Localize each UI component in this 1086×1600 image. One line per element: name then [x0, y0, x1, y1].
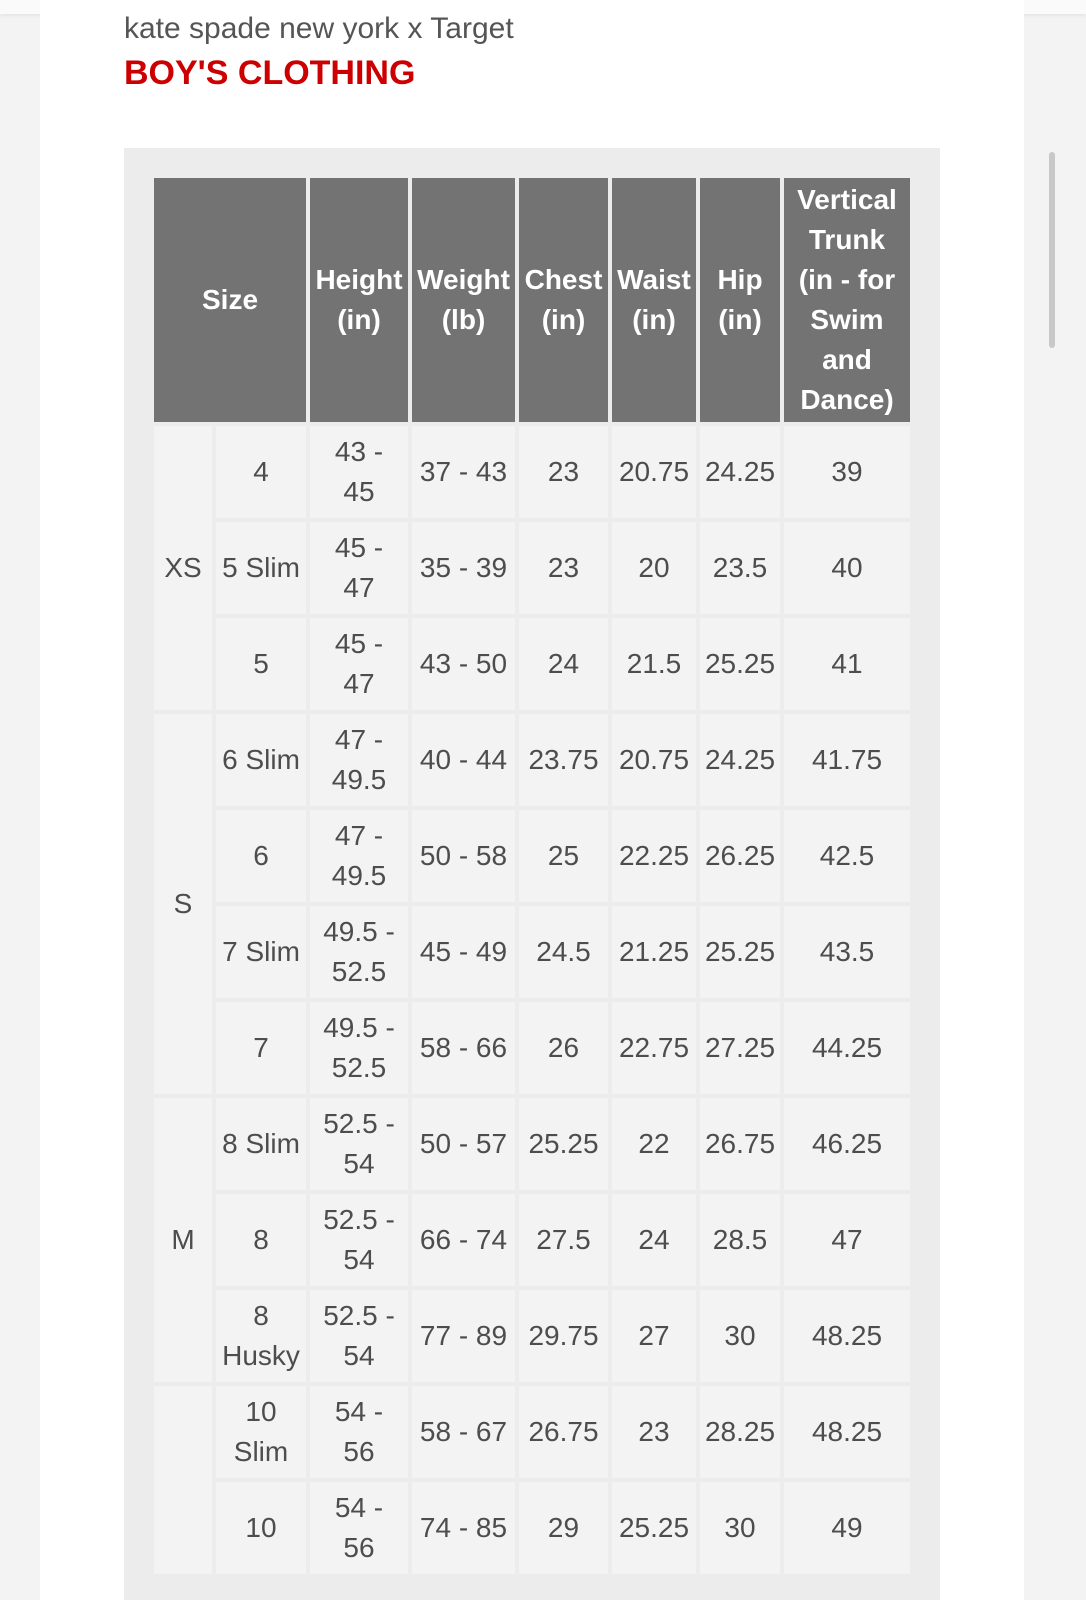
hip-cell: 24.25: [700, 426, 780, 518]
table-row: [154, 1386, 910, 1478]
size-group-m: M: [154, 1098, 212, 1382]
header-weight-line2: (lb): [441, 304, 486, 335]
chest-cell: 27.5: [519, 1194, 608, 1286]
hip-cell: 30: [700, 1290, 780, 1382]
waist-cell: 23: [612, 1386, 696, 1478]
chest-cell: 26.75: [519, 1386, 608, 1478]
trunk-cell: 48.25: [784, 1290, 910, 1382]
waist-cell: 21.5: [612, 618, 696, 710]
hip-cell: 24.25: [700, 714, 780, 806]
header-trunk-line6: Dance): [800, 384, 894, 415]
table-row: [154, 522, 910, 614]
height-cell: [310, 810, 408, 902]
weight-cell: 50 - 58: [412, 810, 515, 902]
size-group-xs: XS: [154, 426, 212, 710]
height-line2: 54: [343, 1340, 375, 1371]
header-hip-line1: Hip: [717, 264, 763, 295]
weight-cell: 43 - 50: [412, 618, 515, 710]
height-cell: [310, 522, 408, 614]
weight-cell: 77 - 89: [412, 1290, 515, 1382]
height-line2: 47: [343, 668, 375, 699]
header-vertical-trunk: [784, 178, 910, 422]
size-cell: 6 Slim: [216, 714, 306, 806]
hip-cell: 28.25: [700, 1386, 780, 1478]
size-cell: 8: [216, 1194, 306, 1286]
table-row: [154, 1098, 910, 1190]
table-row: [154, 1194, 910, 1286]
weight-cell: 74 - 85: [412, 1482, 515, 1574]
waist-cell: 22.75: [612, 1002, 696, 1094]
brand-name: kate spade new york x Target: [124, 12, 514, 45]
size-cell: [216, 1290, 306, 1382]
height-cell: [310, 906, 408, 998]
size-cell: [216, 1386, 306, 1478]
header-trunk-line5: and: [822, 344, 872, 375]
hip-cell: 25.25: [700, 906, 780, 998]
header-trunk-line4: Swim: [810, 304, 884, 335]
header-waist-line1: Waist: [617, 264, 691, 295]
size-cell: 5 Slim: [216, 522, 306, 614]
height-line2: 49.5: [331, 860, 387, 891]
height-cell: [310, 1290, 408, 1382]
height-line1: 54 -: [334, 1396, 384, 1427]
table-row: [154, 810, 910, 902]
header-hip: [700, 178, 780, 422]
height-line2: 54: [343, 1148, 375, 1179]
waist-cell: 22: [612, 1098, 696, 1190]
size-line1: 8: [253, 1300, 269, 1331]
chest-cell: 23.75: [519, 714, 608, 806]
height-line1: 52.5 -: [323, 1300, 395, 1331]
header-trunk-line3: (in - for: [798, 264, 896, 295]
size-line2: Husky: [222, 1340, 300, 1371]
chest-cell: 25.25: [519, 1098, 608, 1190]
header-chest-line1: Chest: [524, 264, 603, 295]
waist-cell: 21.25: [612, 906, 696, 998]
header-waist: [612, 178, 696, 422]
header-weight-line1: Weight: [417, 264, 510, 295]
height-cell: [310, 1482, 408, 1574]
trunk-cell: 40: [784, 522, 910, 614]
hip-cell: 26.75: [700, 1098, 780, 1190]
height-line2: 56: [343, 1532, 375, 1563]
size-cell: 5: [216, 618, 306, 710]
hip-cell: 23.5: [700, 522, 780, 614]
trunk-cell: 43.5: [784, 906, 910, 998]
header-trunk-line1: Vertical: [797, 184, 897, 215]
height-cell: [310, 618, 408, 710]
height-line1: 47 -: [334, 820, 384, 851]
chest-cell: 23: [519, 426, 608, 518]
chest-cell: 29.75: [519, 1290, 608, 1382]
weight-cell: 58 - 67: [412, 1386, 515, 1478]
chest-cell: 24.5: [519, 906, 608, 998]
height-cell: [310, 1194, 408, 1286]
height-line2: 47: [343, 572, 375, 603]
chest-cell: 24: [519, 618, 608, 710]
header-row: [154, 178, 910, 422]
hip-cell: 25.25: [700, 618, 780, 710]
weight-cell: 50 - 57: [412, 1098, 515, 1190]
chest-cell: 25: [519, 810, 608, 902]
trunk-cell: 48.25: [784, 1386, 910, 1478]
height-line1: 47 -: [334, 724, 384, 755]
weight-cell: 35 - 39: [412, 522, 515, 614]
waist-cell: 20.75: [612, 714, 696, 806]
header-chest: [519, 178, 608, 422]
hip-cell: 26.25: [700, 810, 780, 902]
height-cell: [310, 714, 408, 806]
scrollbar-thumb[interactable]: [1049, 152, 1055, 348]
waist-cell: 27: [612, 1290, 696, 1382]
header-size: Size: [154, 178, 306, 422]
waist-cell: 24: [612, 1194, 696, 1286]
header-trunk-line2: Trunk: [808, 224, 886, 255]
size-cell: 10: [216, 1482, 306, 1574]
table-row: [154, 426, 910, 518]
waist-cell: 20.75: [612, 426, 696, 518]
trunk-cell: 46.25: [784, 1098, 910, 1190]
size-cell: 7: [216, 1002, 306, 1094]
height-line1: 52.5 -: [323, 1204, 395, 1235]
table-row: [154, 714, 910, 806]
weight-cell: 40 - 44: [412, 714, 515, 806]
trunk-cell: 47: [784, 1194, 910, 1286]
weight-cell: 66 - 74: [412, 1194, 515, 1286]
size-cell: 8 Slim: [216, 1098, 306, 1190]
trunk-cell: 42.5: [784, 810, 910, 902]
waist-cell: 20: [612, 522, 696, 614]
height-cell: [310, 1386, 408, 1478]
height-line1: 43 -: [334, 436, 384, 467]
height-line1: 45 -: [334, 532, 384, 563]
size-line2: Slim: [233, 1436, 289, 1467]
trunk-cell: 49: [784, 1482, 910, 1574]
chest-cell: 23: [519, 522, 608, 614]
height-line2: 49.5: [331, 764, 387, 795]
height-cell: [310, 426, 408, 518]
height-line1: 49.5 -: [323, 916, 395, 947]
chest-cell: 26: [519, 1002, 608, 1094]
height-line1: 45 -: [334, 628, 384, 659]
header-height-line1: Height: [315, 264, 403, 295]
height-cell: [310, 1098, 408, 1190]
header-hip-line2: (in): [718, 304, 762, 335]
height-cell: [310, 1002, 408, 1094]
table-row: [154, 618, 910, 710]
hip-cell: 28.5: [700, 1194, 780, 1286]
height-line1: 49.5 -: [323, 1012, 395, 1043]
table-row: [154, 906, 910, 998]
header-height-line2: (in): [337, 304, 381, 335]
table-row: [154, 1482, 910, 1574]
trunk-cell: 39: [784, 426, 910, 518]
header-height: [310, 178, 408, 422]
waist-cell: 22.25: [612, 810, 696, 902]
trunk-cell: 41.75: [784, 714, 910, 806]
size-line1: 10: [245, 1396, 277, 1427]
size-cell: 4: [216, 426, 306, 518]
weight-cell: 37 - 43: [412, 426, 515, 518]
header-weight: [412, 178, 515, 422]
table-row: [154, 1002, 910, 1094]
trunk-cell: 41: [784, 618, 910, 710]
hip-cell: 27.25: [700, 1002, 780, 1094]
height-line2: 54: [343, 1244, 375, 1275]
weight-cell: 45 - 49: [412, 906, 515, 998]
height-line2: 52.5: [331, 956, 387, 987]
size-group-l: [154, 1386, 212, 1574]
size-cell: 7 Slim: [216, 906, 306, 998]
waist-cell: 25.25: [612, 1482, 696, 1574]
size-cell: 6: [216, 810, 306, 902]
height-line1: 52.5 -: [323, 1108, 395, 1139]
trunk-cell: 44.25: [784, 1002, 910, 1094]
chest-cell: 29: [519, 1482, 608, 1574]
header-waist-line2: (in): [632, 304, 676, 335]
size-chart-table: [150, 174, 914, 1578]
header-chest-line2: (in): [541, 304, 586, 335]
page-title: BOY'S CLOTHING: [124, 54, 416, 92]
height-line2: 52.5: [331, 1052, 387, 1083]
height-line2: 56: [343, 1436, 375, 1467]
hip-cell: 30: [700, 1482, 780, 1574]
table-row: [154, 1290, 910, 1382]
height-line2: 45: [343, 476, 375, 507]
weight-cell: 58 - 66: [412, 1002, 515, 1094]
size-group-s: S: [154, 714, 212, 1094]
height-line1: 54 -: [334, 1492, 384, 1523]
